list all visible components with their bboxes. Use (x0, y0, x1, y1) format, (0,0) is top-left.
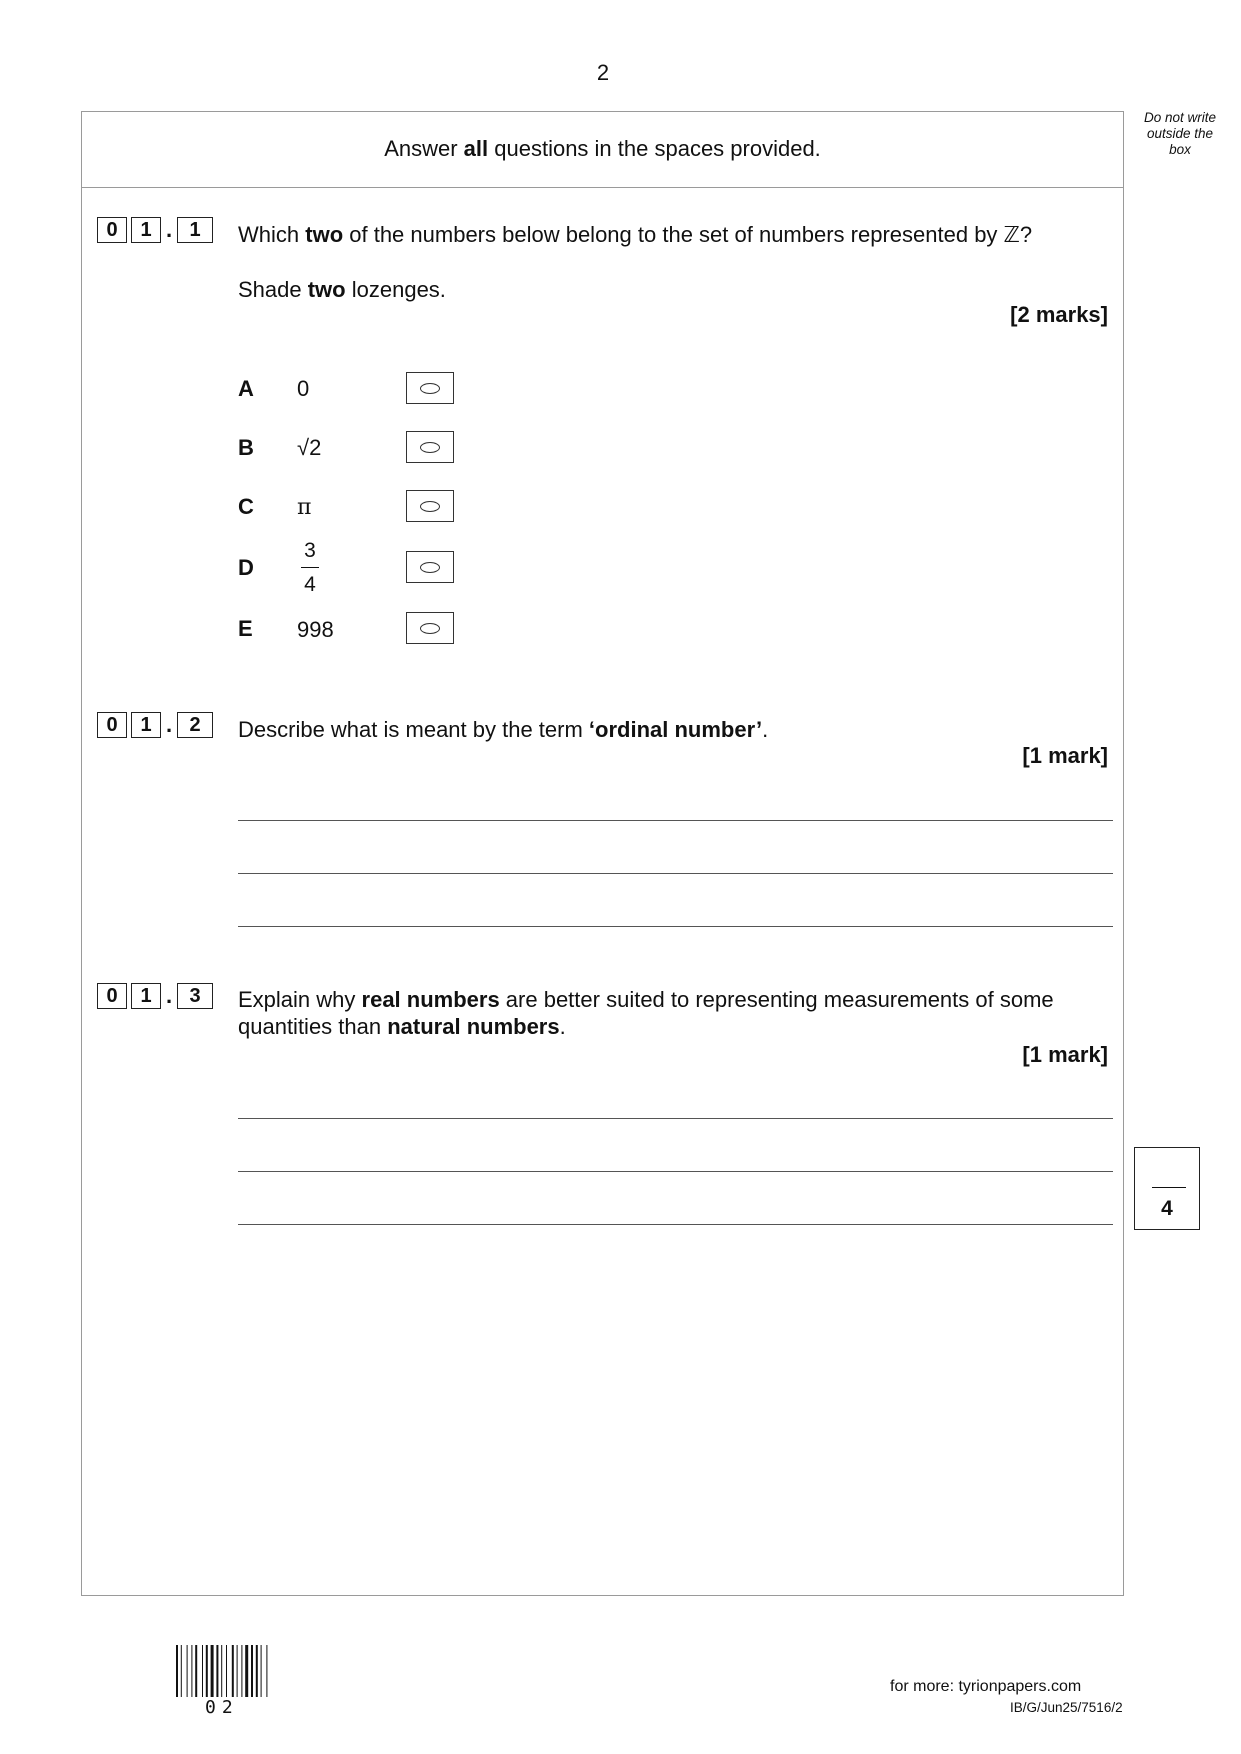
answer-line[interactable] (238, 1171, 1113, 1172)
barcode-icon (176, 1645, 286, 1697)
text-segment: . (559, 1014, 566, 1039)
option-c-lozenge[interactable] (406, 490, 454, 522)
text-emphasis: real numbers (361, 987, 500, 1012)
question-digit: 1 (131, 712, 161, 738)
question-dot: . (165, 712, 173, 737)
question-digit: 3 (177, 983, 213, 1009)
instructions-before: Answer (384, 136, 464, 161)
question-01-3-text-continued (238, 1013, 566, 1040)
score-divider (1152, 1187, 1186, 1188)
fraction-numerator: 3 (304, 539, 316, 562)
answer-line[interactable] (238, 926, 1113, 927)
option-d-lozenge[interactable] (406, 551, 454, 583)
lozenge-oval-icon (420, 562, 440, 573)
question-digit: 0 (97, 712, 127, 738)
option-b-lozenge[interactable] (406, 431, 454, 463)
question-01-1-instruction (238, 276, 446, 303)
question-dot: . (165, 217, 173, 242)
lozenge-oval-icon (420, 442, 440, 453)
text-emphasis: ‘ordinal number’ (588, 717, 763, 742)
answer-line[interactable] (238, 1118, 1113, 1119)
question-digit: 1 (177, 217, 213, 243)
lozenge-oval-icon (420, 383, 440, 394)
instructions-after: questions in the spaces provided. (488, 136, 821, 161)
question-number-01-2 (97, 712, 213, 738)
lozenge-oval-icon (420, 623, 440, 634)
question-01-2-text (238, 716, 768, 743)
text-segment: Shade (238, 277, 308, 302)
lozenge-oval-icon (420, 501, 440, 512)
text-segment: Which (238, 222, 306, 247)
text-segment: are better suited to representing measurements of some (499, 987, 1054, 1012)
option-c-letter: C (238, 494, 254, 519)
option-a-lozenge[interactable] (406, 372, 454, 404)
question-01-2-marks: [1 mark] (1022, 743, 1108, 768)
question-number-01-3 (97, 983, 213, 1009)
text-segment: Explain why (238, 987, 362, 1012)
page-number: 2 (596, 60, 610, 85)
option-b-value: √2 (297, 435, 322, 460)
footer-paper-code: IB/G/Jun25/7516/2 (1010, 1700, 1123, 1715)
text-emphasis: two (307, 277, 346, 302)
option-e-value: 998 (297, 617, 334, 642)
question-01-1-text (238, 221, 1032, 248)
option-a-value: 0 (297, 376, 310, 401)
option-e-lozenge[interactable] (406, 612, 454, 644)
question-digit: 0 (97, 983, 127, 1009)
answer-box-border (81, 111, 1124, 1596)
question-01-1-marks: [2 marks] (1010, 302, 1108, 327)
question-digit: 2 (177, 712, 213, 738)
footer-website: for more: tyrionpapers.com (890, 1678, 1082, 1695)
question-01-3-marks: [1 mark] (1022, 1042, 1108, 1067)
fraction-denominator: 4 (304, 573, 316, 596)
question-digit: 1 (131, 217, 161, 243)
option-a-letter: A (238, 376, 254, 401)
text-segment: of the numbers below belong to the set of numbers represented by ℤ? (343, 222, 1033, 247)
barcode-digits: 02 (205, 1697, 239, 1718)
text-segment: quantities than (238, 1014, 388, 1039)
fraction-bar (301, 567, 319, 568)
answer-line[interactable] (238, 873, 1113, 874)
option-c-value: π (297, 495, 312, 520)
score-total: 4 (1161, 1197, 1173, 1220)
option-e-letter: E (238, 616, 253, 641)
text-segment: . (762, 717, 769, 742)
answer-line[interactable] (238, 820, 1113, 821)
option-b-letter: B (238, 435, 254, 460)
question-number-01-1 (97, 217, 213, 243)
text-emphasis: natural numbers (387, 1014, 560, 1039)
answer-line[interactable] (238, 1224, 1113, 1225)
question-dot: . (165, 983, 173, 1008)
question-01-3-text (238, 986, 1054, 1013)
question-digit: 1 (131, 983, 161, 1009)
instructions-bold: all (463, 136, 489, 161)
instructions (81, 111, 1124, 188)
margin-note: Do not write outside the box (1143, 110, 1217, 157)
text-emphasis: two (305, 222, 344, 247)
text-segment: Describe what is meant by the term (238, 717, 589, 742)
question-digit: 0 (97, 217, 127, 243)
option-d-fraction (297, 540, 323, 596)
option-d-letter: D (238, 555, 254, 580)
text-segment: lozenges. (345, 277, 446, 302)
